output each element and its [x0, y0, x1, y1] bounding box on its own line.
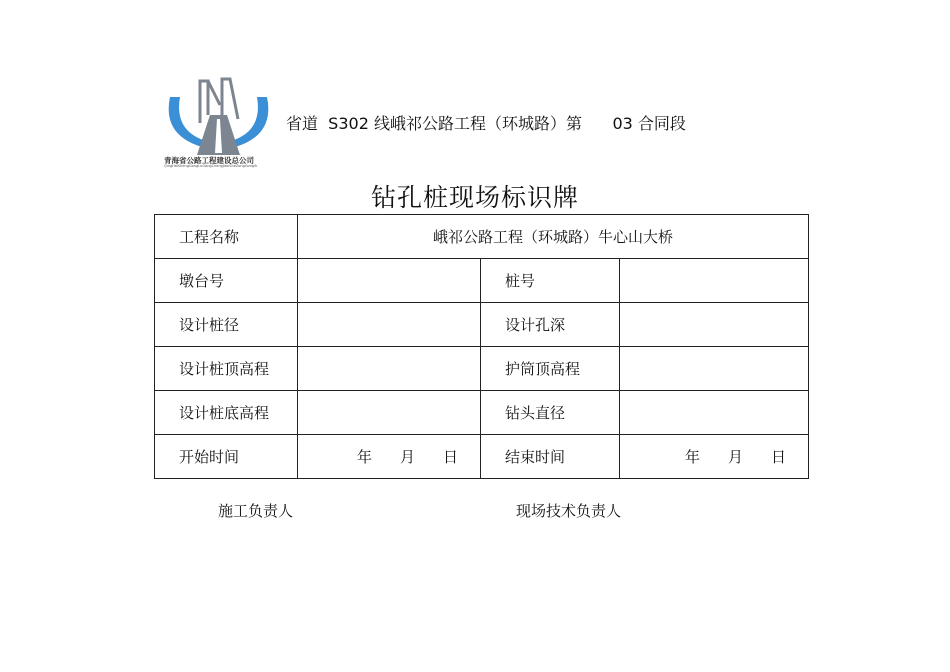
end-month-unit: 月 [728, 448, 744, 466]
design-diameter-label: 设计桩径 [155, 303, 298, 347]
table-row [155, 435, 809, 479]
start-month-unit: 月 [399, 448, 415, 466]
pile-bottom-elevation-value [298, 391, 481, 435]
drill-bit-diameter-value [620, 391, 809, 435]
start-time-value [298, 435, 481, 479]
page-title: 钻孔桩现场标识牌 [370, 183, 579, 212]
table-row [155, 303, 809, 347]
end-time-value [620, 435, 809, 479]
company-logo [162, 75, 275, 171]
table-row [155, 215, 809, 259]
construction-manager-label: 施工负责人 [218, 502, 294, 520]
pier-number-value [298, 259, 481, 303]
start-year-unit: 年 [356, 448, 372, 466]
table-row [155, 347, 809, 391]
drill-bit-diameter-label: 钻头直径 [481, 391, 620, 435]
pile-number-label: 桩号 [481, 259, 620, 303]
end-time-label: 结束时间 [481, 435, 620, 479]
end-day-unit: 日 [771, 448, 787, 466]
casing-top-elevation-label: 护筒顶高程 [481, 347, 620, 391]
logo-org-pinyin: QingHaiShengGongLuGongChengJianSheZongGongSi [164, 164, 258, 168]
table-row [155, 391, 809, 435]
end-year-unit: 年 [684, 448, 700, 466]
project-name-label: 工程名称 [155, 215, 298, 259]
pile-bottom-elevation-label: 设计桩底高程 [155, 391, 298, 435]
design-diameter-value [298, 303, 481, 347]
logo-org-name: 青海省公路工程建设总公司 [164, 156, 254, 165]
pile-top-elevation-value [298, 347, 481, 391]
contract-header: 省道 S302 线峨祁公路工程（环城路）第 03 合同段 [286, 114, 686, 133]
technical-manager-label: 现场技术负责人 [516, 502, 622, 520]
casing-top-elevation-value [620, 347, 809, 391]
start-time-label: 开始时间 [155, 435, 298, 479]
pier-number-label: 墩台号 [155, 259, 298, 303]
table-row [155, 259, 809, 303]
project-name-value: 峨祁公路工程（环城路）牛心山大桥 [298, 215, 809, 259]
start-day-unit: 日 [442, 448, 458, 466]
pile-top-elevation-label: 设计桩顶高程 [155, 347, 298, 391]
pile-info-table [154, 214, 809, 479]
pile-number-value [620, 259, 809, 303]
design-depth-value [620, 303, 809, 347]
design-depth-label: 设计孔深 [481, 303, 620, 347]
